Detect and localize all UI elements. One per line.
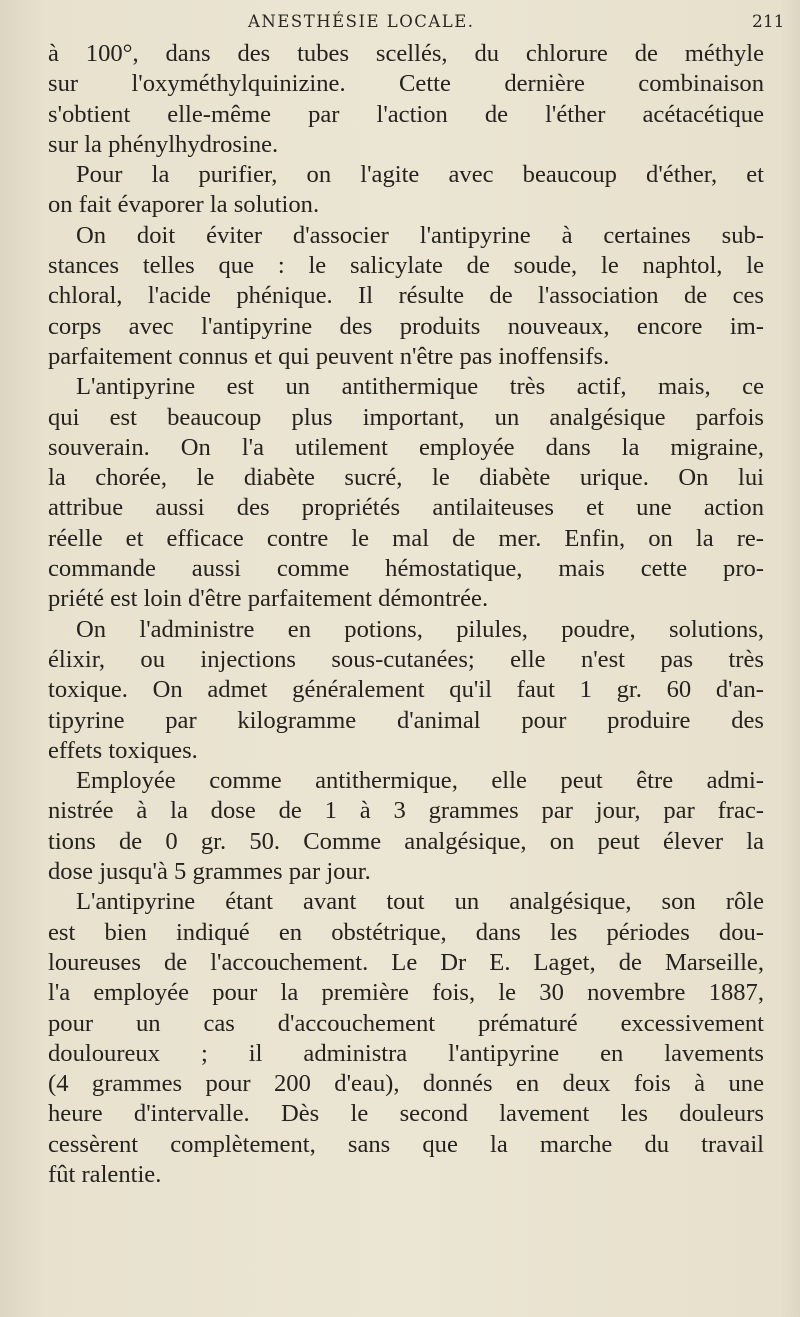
text-line: Employée comme antithermique, elle peut être admi-	[76, 767, 764, 795]
text-line: cessèrent complètement, sans que la marche du travail	[48, 1130, 764, 1158]
text-line: est bien indiqué en obstétrique, dans les périodes dou-	[48, 918, 764, 946]
text-line: tions de 0 gr. 50. Comme analgésique, on peut élever la	[48, 827, 764, 855]
text-line: qui est beaucoup plus important, un analgésique parfois	[48, 403, 764, 431]
text-line: sur la phénylhydrosine.	[48, 130, 279, 158]
running-head	[0, 6, 800, 40]
paragraph	[48, 372, 764, 614]
text-line: effets toxiques.	[48, 736, 198, 764]
paragraph	[48, 160, 764, 221]
text-line: priété est loin d'être parfaitement démontrée.	[48, 585, 489, 613]
text-line: dose jusqu'à 5 grammes par jour.	[48, 858, 371, 886]
paragraph	[48, 887, 764, 1190]
paragraph	[48, 221, 764, 372]
page-number: 211	[752, 12, 785, 32]
text-line: heure d'intervalle. Dès le second lavement les douleurs	[48, 1100, 764, 1128]
text-line: Pour la purifier, on l'agite avec beaucoup d'éther, et	[76, 161, 764, 189]
text-line: attribue aussi des propriétés antilaiteuses et une action	[48, 494, 764, 522]
text-line: corps avec l'antipyrine des produits nouveaux, encore im-	[48, 312, 764, 340]
text-line: (4 grammes pour 200 d'eau), donnés en deux fois à une	[48, 1070, 764, 1098]
text-line: l'a employée pour la première fois, le 30 novembre 1887,	[48, 979, 764, 1007]
text-line: loureuses de l'accouchement. Le Dr E. Laget, de Marseille,	[48, 948, 764, 976]
text-line: souverain. On l'a utilement employée dans la migraine,	[48, 433, 764, 461]
text-line: On doit éviter d'associer l'antipyrine à certaines sub-	[76, 221, 764, 249]
text-line: On l'administre en potions, pilules, poudre, solutions,	[76, 615, 764, 643]
text-line: L'antipyrine est un antithermique très actif, mais, ce	[76, 373, 764, 401]
text-line: fût ralentie.	[48, 1160, 162, 1188]
text-line: à 100°, dans des tubes scellés, du chlorure de méthyle	[48, 40, 764, 67]
paragraph	[48, 615, 764, 766]
text-line: sur l'oxyméthylquinizine. Cette dernière combinaison	[48, 70, 764, 98]
running-title: ANESTHÉSIE LOCALE.	[248, 12, 475, 31]
paragraph	[48, 766, 764, 887]
text-line: commande aussi comme hémostatique, mais cette pro-	[48, 555, 764, 583]
text-line: tipyrine par kilogramme d'animal pour produire des	[48, 706, 764, 734]
text-line: pour un cas d'accouchement prématuré excessivement	[48, 1009, 764, 1037]
text-line: la chorée, le diabète sucré, le diabète urique. On lui	[48, 464, 764, 492]
text-line: s'obtient elle-même par l'action de l'éther acétacétique	[48, 100, 764, 128]
text-line: parfaitement connus et qui peuvent n'être pas inoffensifs.	[48, 342, 610, 370]
body-text	[48, 39, 764, 1190]
text-line: élixir, ou injections sous-cutanées; elle n'est pas très	[48, 645, 764, 673]
text-line: réelle et efficace contre le mal de mer. Enfin, on la re-	[48, 524, 764, 552]
text-line: stances telles que : le salicylate de soude, le naphtol, le	[48, 252, 764, 280]
text-line: chloral, l'acide phénique. Il résulte de l'association de ces	[48, 282, 764, 310]
text-line: L'antipyrine étant avant tout un analgésique, son rôle	[76, 888, 764, 916]
text-line: nistrée à la dose de 1 à 3 grammes par jour, par frac-	[48, 797, 764, 825]
text-line: toxique. On admet généralement qu'il faut 1 gr. 60 d'an-	[48, 676, 764, 704]
text-line: douloureux ; il administra l'antipyrine en lavements	[48, 1039, 764, 1067]
paragraph	[48, 39, 764, 160]
text-line: on fait évaporer la solution.	[48, 191, 320, 219]
